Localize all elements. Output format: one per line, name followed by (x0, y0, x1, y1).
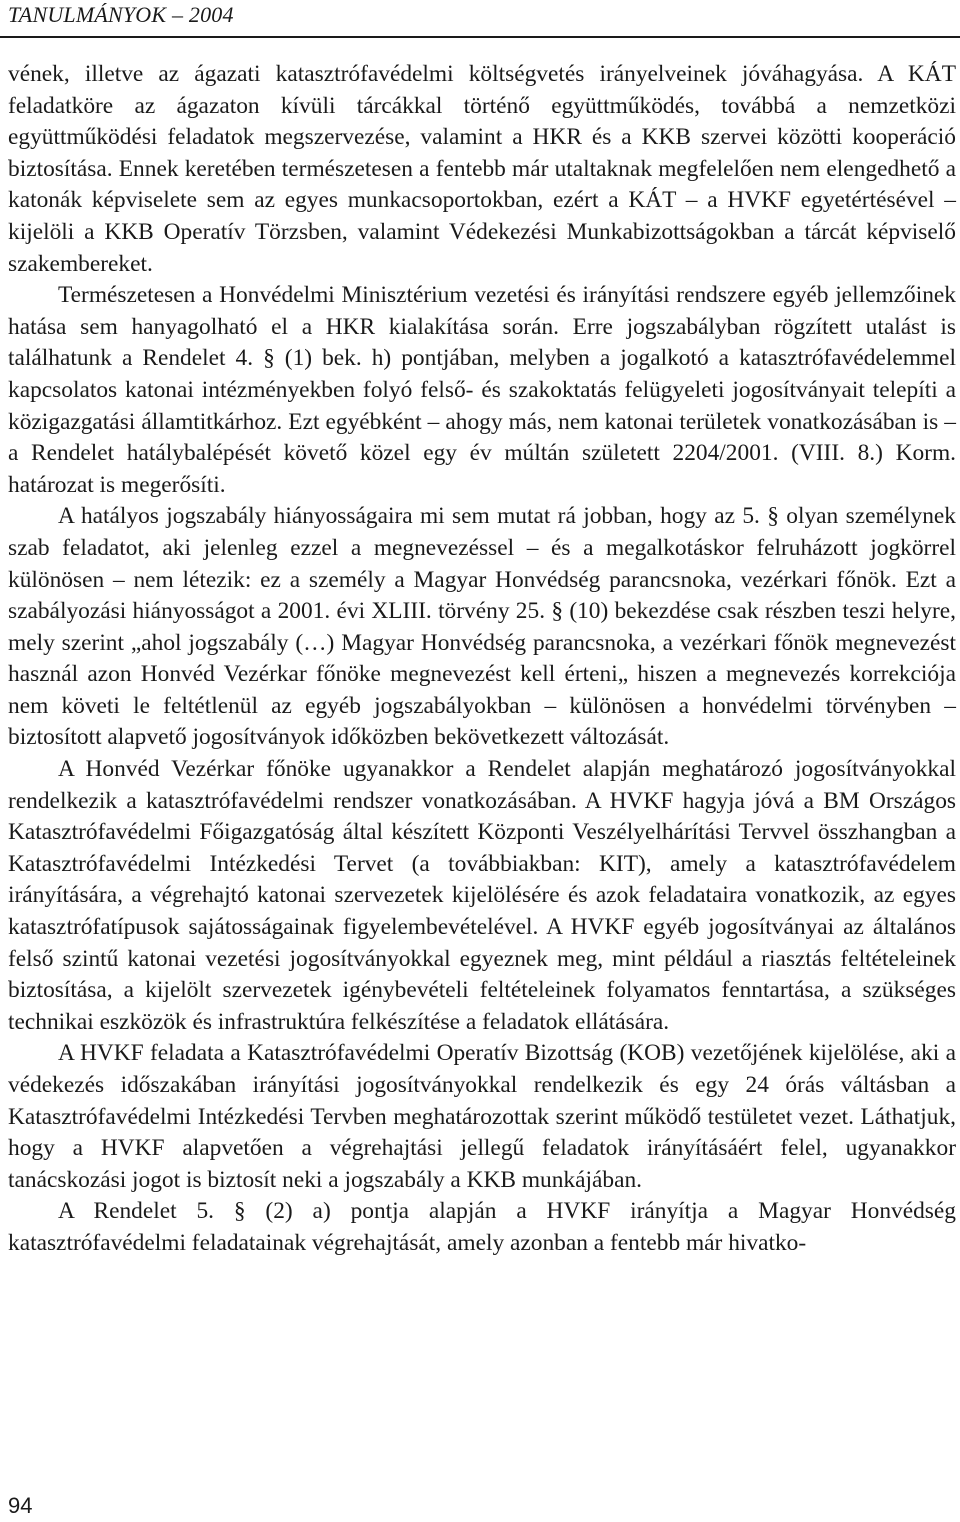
paragraph: A Rendelet 5. § (2) a) pontja alapján a HVKF irányítja a Magyar Honvédség katasztrófavédelmi feladatainak végrehajtását, amely azonban a fentebb már hivatko- (8, 1198, 956, 1256)
header-rule (0, 36, 960, 38)
paragraph: vének, illetve az ágazati katasztrófavédelmi költségvetés irányelveinek jóváhagyása. A KÁT feladatköre az ágazaton kívüli tárcákkal történő együttműködés, továbbá a nemzetközi együttműködési feladatok megszervezése, valamint a HKR és a KKB szervei közötti kooperáció biztosítása. Ennek keretében természetesen a fentebb már utaltaknak megfelelően nem elengedhető a katonák képviselete sem az egyes munkacsoportokban, ezért a KÁT – a HVKF egyetértésével – kijelöli a KKB Operatív Törzsben, valamint Védekezési Munkabizottságokban a tárcát képviselő szakembereket. (8, 61, 956, 277)
paragraph: A hatályos jogszabály hiányosságaira mi sem mutat rá jobban, hogy az 5. § olyan személynek szab feladatot, aki jelenleg ezzel a megnevezéssel – és a megalkotáskor felruházott jogkörrel különösen – nem létezik: ez a személy a Magyar Honvédség parancsnoka, vezérkari főnök. Ezt a szabályozási hiányosságot a 2001. évi XLIII. törvény 25. § (10) bekezdése csak részben teszi helyre, mely szerint „ahol jogszabály (…) Magyar Honvédség parancsnoka, a vezérkari főnök megnevezést használ azon Honvéd Vezérkar főnöke megnevezést kell érteni„ hiszen a megnevezés korrekciója nem követi le feltétlenül az egyéb jogszabályokban – különösen a honvédelmi törvényben – biztosított alapvető jogosítványok időközben bekövetkezett változását. (8, 503, 956, 751)
page-number: 94 (8, 1493, 33, 1518)
running-header: TANULMÁNYOK – 2004 (8, 2, 234, 27)
article-body (8, 59, 956, 1260)
paragraph: A Honvéd Vezérkar főnöke ugyanakkor a Rendelet alapján meghatározó jogosítványokkal rendelkezik a katasztrófavédelmi rendszer vonatkozásában. A HVKF hagyja jóvá a BM Országos Katasztrófavédelmi Főigazgatóság által készített Központi Veszélyelhárítási Tervvel összhangban a Katasztrófavédelmi Intézkedési Tervet (a továbbiakban: KIT), amely a katasztrófavédelem irányítására, a végrehajtó katonai szervezetek kijelölésére és azok feladataira vonatkozik, az egyes katasztrófatípusok sajátosságainak figyelembevételével. A HVKF egyéb jogosítványai az általános felső szintű katonai vezetési jogosítványokkal egyeznek meg, mint például a riasztás feltételeinek biztosítása, a kijelölt szervezetek igénybevételi feltételeinek folyamatos fenntartása, a szükséges technikai eszközök és infrastruktúra felkészítése a feladatok ellátására. (8, 756, 956, 1035)
paragraph: A HVKF feladata a Katasztrófavédelmi Operatív Bizottság (KOB) vezetőjének kijelölése, aki a védekezés időszakában irányítási jogosítványokkal rendelkezik és egy 24 órás váltásban a Katasztrófavédelmi Intézkedési Tervben meghatározottak szerint működő testületet vezet. Láthatjuk, hogy a HVKF alapvetően a végrehajtási jellegű feladatok irányításáért felel, ugyanakkor tanácskozási jogot is biztosít neki a jogszabály a KKB munkájában. (8, 1040, 956, 1193)
paragraph: Természetesen a Honvédelmi Minisztérium vezetési és irányítási rendszere egyéb jellemzőinek hatása sem hanyagolható el a HKR kialakítása során. Erre jogszabályban rögzített utalást is találhatunk a Rendelet 4. § (1) bek. h) pontjában, melyben a jogalkotó a katasztrófavédelemmel kapcsolatos katonai intézményekben folyó felső- és szakoktatás felügyeleti jogosítványait telepíti a közigazgatási államtitkárhoz. Ezt egyébként – ahogy más, nem katonai területek vonatkozásában is – a Rendelet hatálybalépését követő közel egy év múltán született 2204/2001. (VIII. 8.) Korm. határozat is megerősíti. (8, 282, 956, 498)
